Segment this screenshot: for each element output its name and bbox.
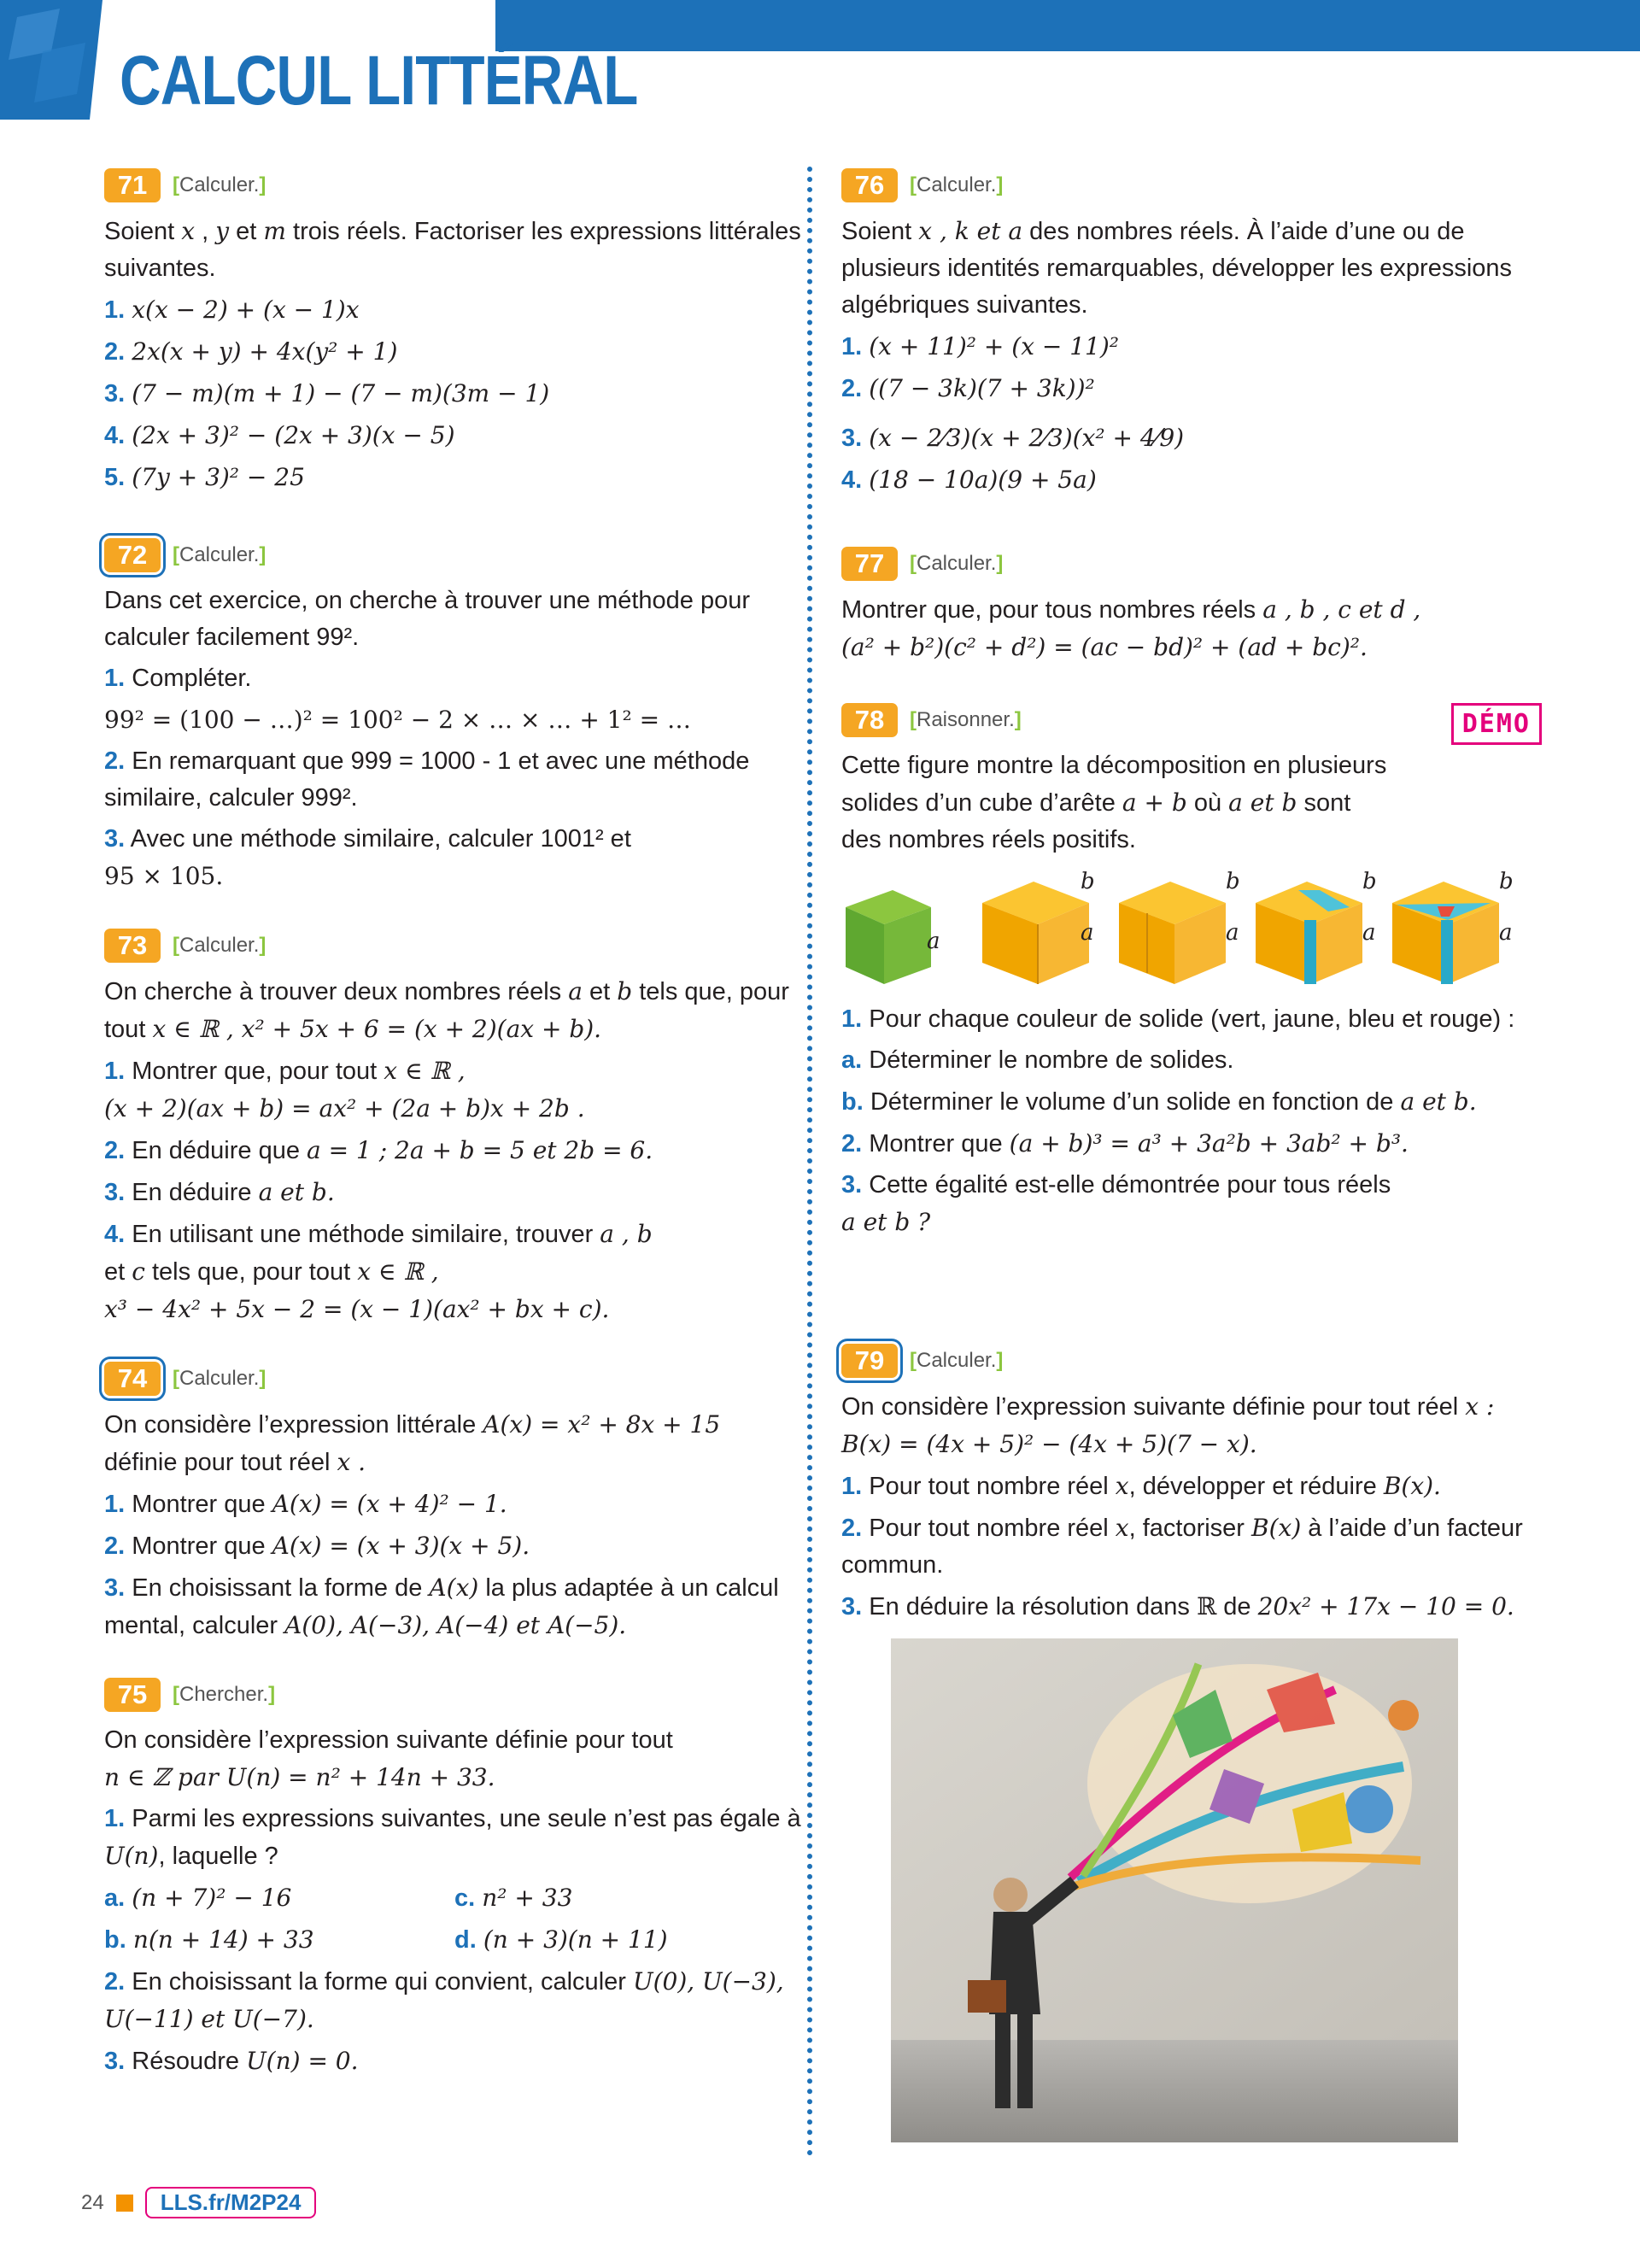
exercise-72 bbox=[104, 536, 805, 927]
exercise-intro: On considère l’expression suivante définie pour tout réel x : B(x) = (4x + 5)² − (4x + 5)(7 − x). bbox=[841, 1392, 1495, 1458]
exercise-79 bbox=[841, 1342, 1542, 1626]
options-row-2: b. n(n + 14) + 33 d. (n + 3)(n + 11) bbox=[104, 1925, 668, 1954]
question-1: 1. (x + 11)² + (x − 11)² bbox=[841, 332, 1120, 360]
question-2: 2. En remarquant que 999 = 1000 - 1 et avec une méthode similaire, calculer 999². bbox=[104, 747, 750, 812]
question-3: 3. Avec une méthode similaire, calculer 1001² et 95 × 105. bbox=[104, 825, 631, 890]
exercise-tag: [Calculer.] bbox=[910, 552, 1004, 575]
resource-link[interactable]: LLS.fr/M2P24 bbox=[145, 2187, 317, 2218]
question-4: 4. En utilisant une méthode similaire, trouver a , b et c tels que, pour tout x ∈ ℝ , x³ − 4x² + 5x − 2 = (x − 1)(ax² + bx + c). bbox=[104, 1220, 653, 1323]
exercise-intro: On considère l’expression littérale A(x) = x² + 8x + 15 définie pour tout réel x . bbox=[104, 1410, 721, 1476]
question-1b: b. Déterminer le volume d’un solide en fonction de a et b. bbox=[841, 1087, 1477, 1116]
top-banner bbox=[495, 0, 1640, 51]
corner-decoration bbox=[0, 0, 120, 120]
options-row-1: a. (n + 7)² − 16 c. n² + 33 bbox=[104, 1884, 573, 1912]
question-2: 2. En choisissant la forme qui convient, calculer U(0), U(−3), U(−11) et U(−7). bbox=[104, 1967, 784, 2033]
exercise-number: 79 bbox=[841, 1344, 898, 1378]
question-1: 1. x(x − 2) + (x − 1)x bbox=[104, 296, 360, 324]
exercise-intro: On considère l’expression suivante définie pour tout n ∈ ℤ par U(n) = n² + 14n + 33. bbox=[104, 1726, 673, 1791]
question-2: 2. En déduire que a = 1 ; 2a + b = 5 et 2b = 6. bbox=[104, 1136, 653, 1164]
question-3: 3. En déduire a et b. bbox=[104, 1178, 335, 1206]
column-separator bbox=[807, 167, 812, 2157]
footer-square-icon bbox=[116, 2195, 133, 2212]
question-5: 5. (7y + 3)² − 25 bbox=[104, 463, 305, 491]
page-title: CALCUL LITTÉRAL bbox=[120, 42, 638, 120]
left-column bbox=[104, 167, 805, 2080]
exercise-75 bbox=[104, 1676, 805, 2080]
question-3: 3. (7 − m)(m + 1) − (7 − m)(3m − 1) bbox=[104, 379, 550, 407]
question-3: 3. Cette égalité est-elle démontrée pour tous réels a et b ? bbox=[841, 1171, 1391, 1236]
page-number: 24 bbox=[81, 2190, 104, 2214]
question-1: 1. Pour chaque couleur de solide (vert, jaune, bleu et rouge) : bbox=[841, 1005, 1515, 1033]
question-3: 3. En déduire la résolution dans ℝ de 20x² + 17x − 10 = 0. bbox=[841, 1592, 1514, 1620]
exercise-tag: [Calculer.] bbox=[173, 173, 266, 196]
question-2: 2. Pour tout nombre réel x, factoriser B(x) à l’aide d’un facteur commun. bbox=[841, 1514, 1523, 1579]
exercise-71 bbox=[104, 167, 805, 536]
exercise-76 bbox=[841, 167, 1542, 545]
question-3: 3. En choisissant la forme de A(x) la plus adaptée à un calcul mental, calculer A(0), A(−3), A(−4) et A(−5). bbox=[104, 1574, 779, 1639]
exercise-intro: Soient x , y et m trois réels. Factoriser les expressions littérales suivantes. bbox=[104, 217, 801, 282]
exercise-number: 77 bbox=[841, 547, 898, 581]
exercise-tag: [Calculer.] bbox=[910, 1349, 1004, 1372]
question-2: 2. Montrer que A(x) = (x + 3)(x + 5). bbox=[104, 1532, 530, 1560]
question-2: 2. Montrer que (a + b)³ = a³ + 3a²b + 3ab² + b³. bbox=[841, 1129, 1409, 1157]
cube-yellow-1: b a bbox=[978, 869, 1104, 984]
exercise-77 bbox=[841, 545, 1542, 701]
question-1a: a. Déterminer le nombre de solides. bbox=[841, 1046, 1234, 1074]
exercise-73 bbox=[104, 927, 805, 1360]
exercise-intro: Montrer que, pour tous nombres réels a , b , c et d , (a² + b²)(c² + d²) = (ac − bd)² + (ad + bc)². bbox=[841, 595, 1421, 661]
exercise-number: 71 bbox=[104, 168, 161, 202]
exercise-intro: Soient x , k et a des nombres réels. À l’aide d’une ou de plusieurs identités remarquables, développer les expressions algébriques suivantes. bbox=[841, 217, 1513, 319]
exercise-tag: [Calculer.] bbox=[173, 1367, 266, 1390]
question-1: 1. Compléter. bbox=[104, 665, 252, 692]
question-1: 1. Montrer que A(x) = (x + 4)² − 1. bbox=[104, 1490, 507, 1518]
question-4: 4. (2x + 3)² − (2x + 3)(x − 5) bbox=[104, 421, 455, 449]
question-3: 3. Résoudre U(n) = 0. bbox=[104, 2047, 359, 2075]
cube-decomposition-figure bbox=[841, 869, 1542, 984]
question-1-formula: 99² = (100 − …)² = 100² − 2 × … × … + 1² = … bbox=[104, 706, 691, 734]
exercise-number: 76 bbox=[841, 168, 898, 202]
question-1: 1. Pour tout nombre réel x, développer et réduire B(x). bbox=[841, 1472, 1441, 1500]
exercise-tag: [Calculer.] bbox=[173, 934, 266, 957]
illustration-photo bbox=[891, 1638, 1458, 2142]
right-column bbox=[841, 167, 1542, 1626]
exercise-intro: Cette figure montre la décomposition en plusieurs solides d’un cube d’arête a + b où a et b sont des nombres réels positifs. bbox=[841, 752, 1387, 853]
cube-red: b a bbox=[1388, 869, 1514, 984]
question-4: 4. (18 − 10a)(9 + 5a) bbox=[841, 466, 1097, 494]
exercise-number: 78 bbox=[841, 703, 898, 737]
page-footer bbox=[81, 2187, 316, 2218]
exercise-74 bbox=[104, 1360, 805, 1676]
question-2: 2. ((7 − 3k)(7 + 3k))² bbox=[841, 374, 1095, 402]
exercise-tag: [Calculer.] bbox=[910, 173, 1004, 196]
exercise-number: 72 bbox=[104, 538, 161, 572]
exercise-intro: Dans cet exercice, on cherche à trouver une méthode pour calculer facilement 99². bbox=[104, 587, 751, 651]
exercise-tag: [Raisonner.] bbox=[910, 708, 1022, 731]
exercise-78 bbox=[841, 701, 1542, 1342]
exercise-tag: [Chercher.] bbox=[173, 1683, 276, 1706]
exercise-intro: On cherche à trouver deux nombres réels a et b tels que, pour tout x ∈ ℝ , x² + 5x + 6 = (x + 2)(ax + b). bbox=[104, 977, 789, 1043]
question-1: 1. Parmi les expressions suivantes, une seule n’est pas égale à U(n), laquelle ? bbox=[104, 1805, 801, 1870]
exercise-number: 73 bbox=[104, 929, 161, 963]
exercise-number: 74 bbox=[104, 1362, 161, 1396]
exercise-number: 75 bbox=[104, 1678, 161, 1712]
cube-yellow-2: b a bbox=[1115, 869, 1241, 984]
cube-green: a bbox=[841, 869, 968, 984]
exercise-tag: [Calculer.] bbox=[173, 543, 266, 566]
question-3: 3. (x − 2⁄3)(x + 2⁄3)(x² + 4⁄9) bbox=[841, 424, 1185, 452]
question-2: 2. 2x(x + y) + 4x(y² + 1) bbox=[104, 337, 398, 366]
cube-blue: b a bbox=[1251, 869, 1378, 984]
demo-badge: DÉMO bbox=[1451, 703, 1542, 745]
question-1: 1. Montrer que, pour tout x ∈ ℝ , (x + 2)(ax + b) = ax² + (2a + b)x + 2b . bbox=[104, 1057, 585, 1122]
